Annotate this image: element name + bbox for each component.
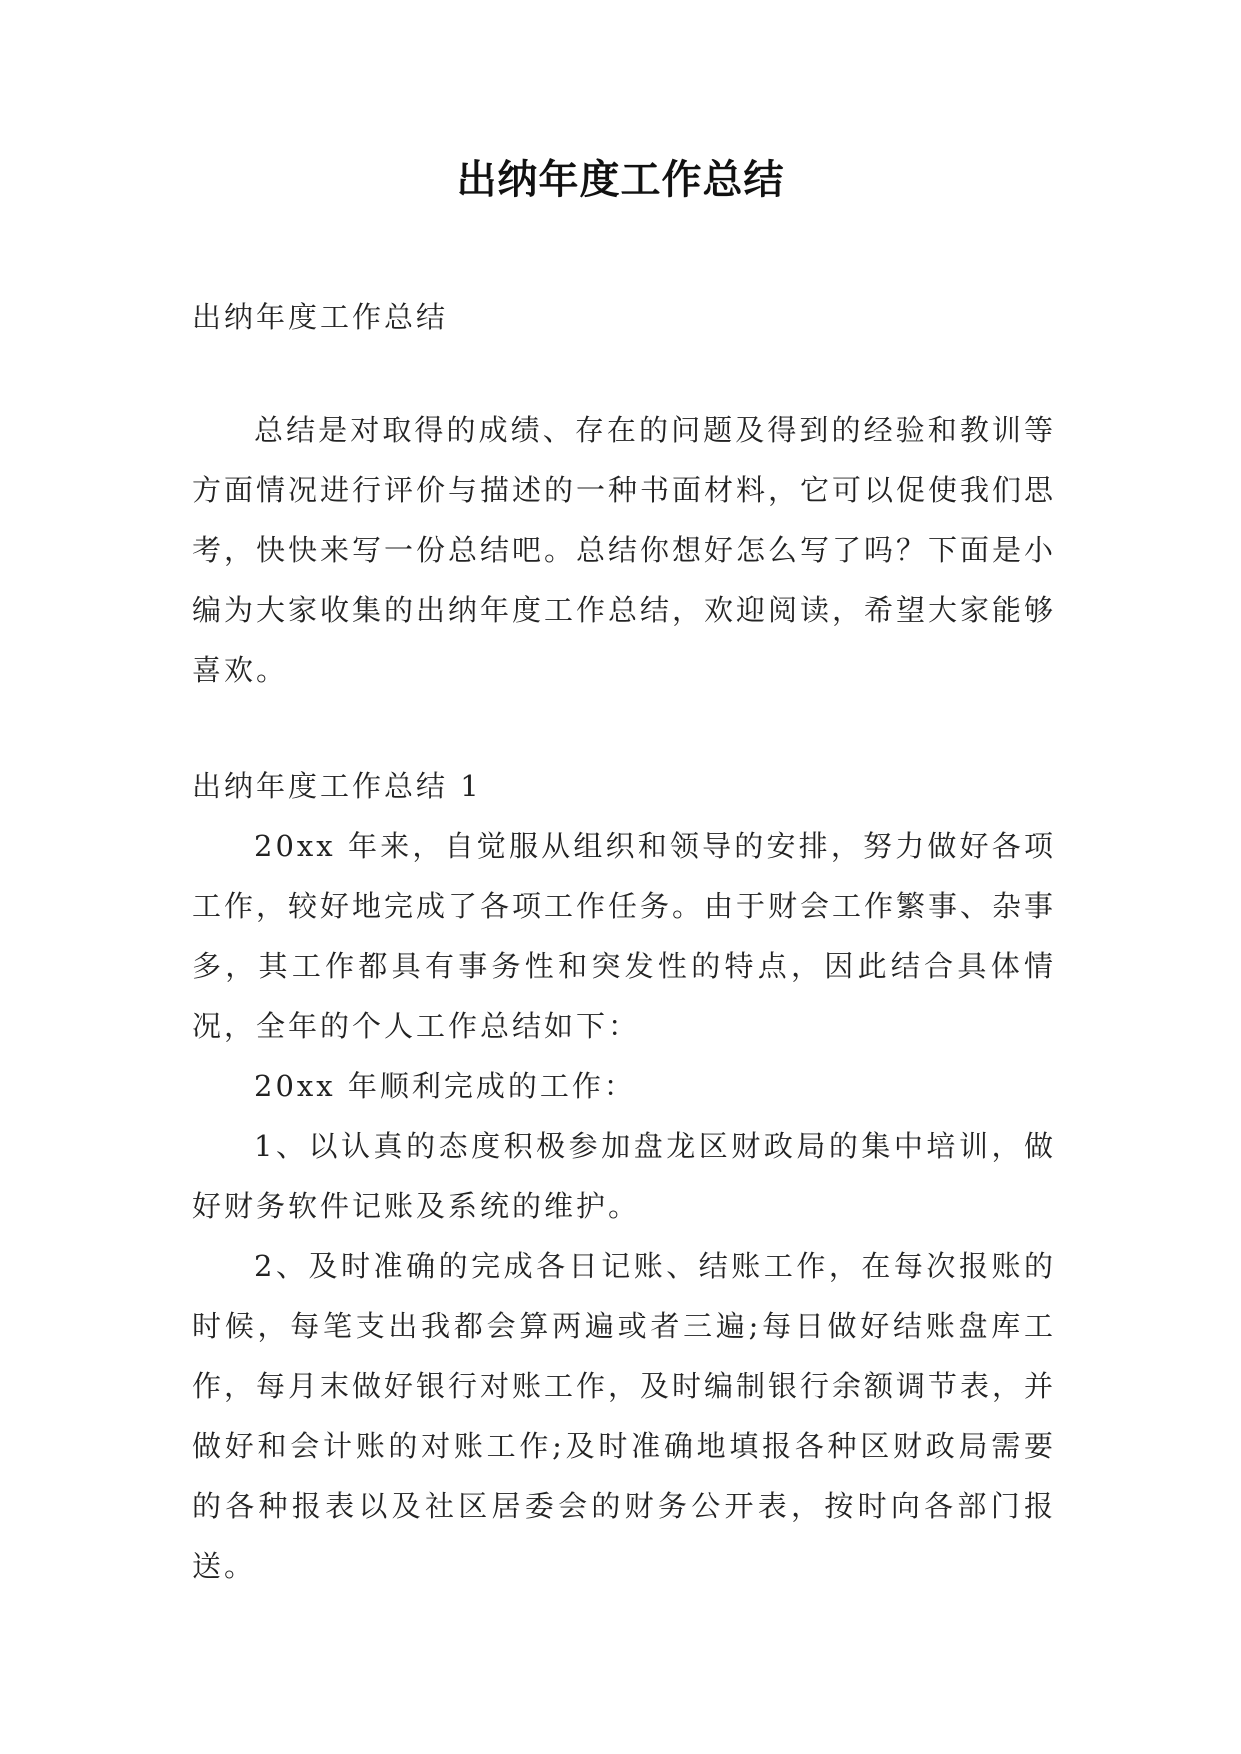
intro-paragraph: 总结是对取得的成绩、存在的问题及得到的经验和教训等方面情况进行评价与描述的一种书面材料，它可以促使我们思考，快快来写一份总结吧。总结你想好怎么写了吗？下面是小编为大家收集的出纳年度工作总结，欢迎阅读，希望大家能够喜欢。	[192, 413, 1057, 687]
body-paragraph: 2、及时准确的完成各日记账、结账工作，在每次报账的时候，每笔支出我都会算两遍或者三遍;每日做好结账盘库工作，每月末做好银行对账工作，及时编制银行余额调节表，并做好和会计账的对账工作;及时准确地填报各种区财政局需要的各种报表以及社区居委会的财务公开表，按时向各部门报送。	[192, 1249, 1057, 1583]
document-subtitle: 出纳年度工作总结	[192, 300, 449, 334]
body-paragraph: 20xx 年来，自觉服从组织和领导的安排，努力做好各项工作，较好地完成了各项工作任务。由于财会工作繁事、杂事多，其工作都具有事务性和突发性的特点，因此结合具体情况，全年的个人工作总结如下：	[192, 829, 1057, 1043]
body-paragraph: 1、以认真的态度积极参加盘龙区财政局的集中培训，做好财务软件记账及系统的维护。	[192, 1129, 1056, 1223]
document-title: 出纳年度工作总结	[456, 156, 785, 203]
body-paragraph: 20xx 年顺利完成的工作：	[254, 1069, 636, 1103]
section-body	[192, 816, 1056, 1596]
section-heading: 出纳年度工作总结 1	[192, 769, 482, 803]
